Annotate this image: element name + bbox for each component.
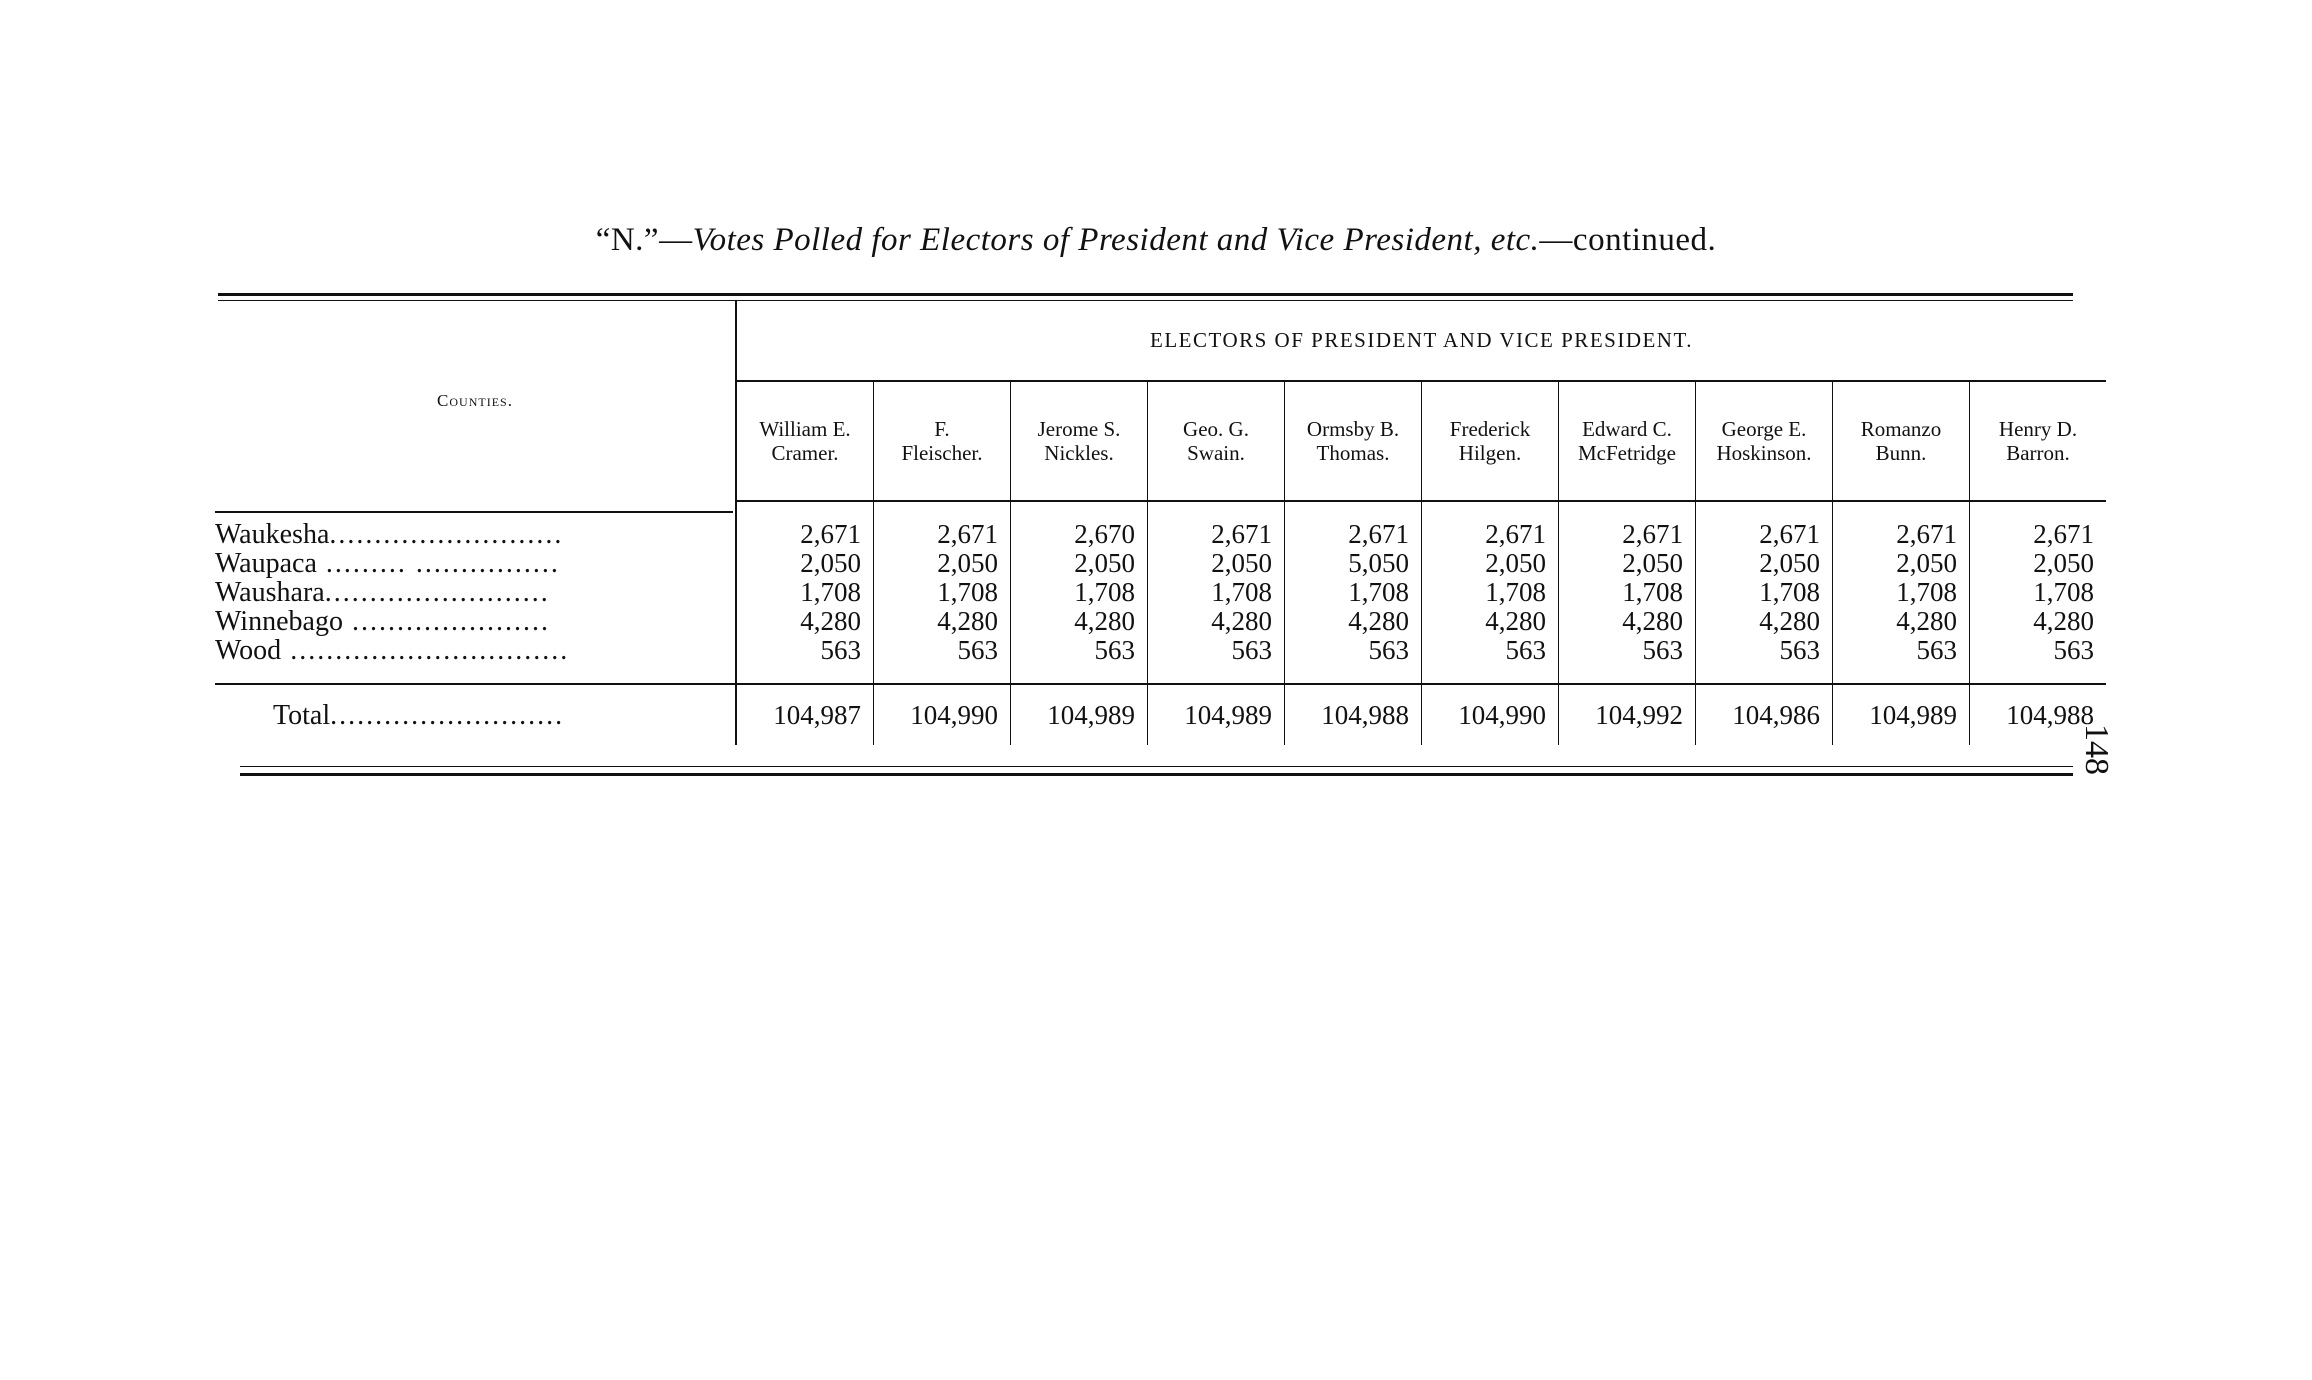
vote-cell: 2,671: [2033, 519, 2094, 549]
dot-leader: ..........................: [330, 699, 565, 731]
county-cell: [215, 520, 736, 549]
elector-header: [1833, 381, 1970, 501]
dot-leader: ......................: [342, 607, 550, 636]
vote-cell: 563: [1833, 636, 1970, 665]
vote-cell: 4,280: [736, 607, 874, 636]
vote-cell: 1,708: [874, 578, 1011, 607]
county-cell: [215, 578, 736, 607]
total-cell: 104,986: [1696, 684, 1833, 745]
elector-name-line2: Bunn.: [1875, 441, 1927, 465]
vote-cell: 4,280: [1696, 607, 1833, 636]
counties-header-rule: [215, 511, 733, 513]
title-prefix: “N.”—: [595, 222, 693, 258]
county-name: Waupaca: [215, 549, 317, 578]
county-cell: [215, 549, 736, 578]
vote-cell: 1,708: [2033, 577, 2094, 607]
vote-cell: 2,050: [1148, 549, 1285, 578]
vote-cell: 2,050: [874, 549, 1011, 578]
total-cell: 104,987: [736, 684, 874, 745]
title-suffix: —continued.: [1539, 222, 1717, 258]
elector-header: [1148, 381, 1285, 501]
elector-name-line2: McFetridge: [1578, 441, 1676, 465]
total-cell: 104,989: [1148, 684, 1285, 745]
elector-name-line2: Fleischer.: [901, 441, 983, 465]
vote-cell: 5,050: [1285, 549, 1422, 578]
vote-cell: 563: [2053, 635, 2094, 665]
elector-name-line1: F.: [934, 417, 950, 441]
dot-leader: ..........................: [329, 520, 564, 549]
elector-name-line2: Nickles.: [1044, 441, 1114, 465]
vote-cell: 1,708: [736, 578, 874, 607]
vote-cell: 2,671: [1833, 520, 1970, 549]
vote-cell: 4,280: [1148, 607, 1285, 636]
table-row: [215, 578, 2106, 607]
vote-cell: 2,050: [1696, 549, 1833, 578]
dot-leader: ......... ................: [316, 549, 560, 578]
elector-header: [1970, 381, 2107, 501]
vote-cell: 4,280: [2033, 606, 2094, 636]
vote-cell: 2,671: [736, 520, 874, 549]
elector-name-line2: Hilgen.: [1458, 441, 1522, 465]
dot-leader: ...............................: [281, 636, 570, 665]
elector-header: [736, 381, 874, 501]
total-row: [215, 684, 2106, 745]
vote-cell: 2,671: [1696, 520, 1833, 549]
elector-name-line1: William E.: [759, 417, 851, 441]
elector-name-line2: Thomas.: [1316, 441, 1390, 465]
vote-cell: 4,280: [874, 607, 1011, 636]
vote-cell: 4,280: [1011, 607, 1148, 636]
bottom-rule-thick: [240, 773, 2073, 776]
total-label: Total: [273, 699, 331, 731]
elector-name-line2: Cramer.: [771, 441, 839, 465]
vote-cell: 2,050: [2033, 548, 2094, 578]
vote-cell: 2,671: [1148, 520, 1285, 549]
vote-cell: 2,671: [1422, 520, 1559, 549]
total-cell: 104,988: [1970, 684, 2107, 745]
votes-table: [215, 300, 2106, 745]
counties-header: Counties.: [215, 300, 736, 501]
vote-cell: 1,708: [1833, 578, 1970, 607]
vote-cell: 4,280: [1422, 607, 1559, 636]
vote-cell: 2,050: [736, 549, 874, 578]
total-cell: 104,990: [874, 684, 1011, 745]
bottom-rule-thin: [240, 766, 2073, 767]
county-cell: [215, 636, 736, 665]
vote-cell: 1,708: [1011, 578, 1148, 607]
elector-name-line1: George E.: [1721, 417, 1807, 441]
county-name: Waukesha: [215, 520, 330, 549]
vote-cell: 563: [1148, 636, 1285, 665]
elector-header: [1011, 381, 1148, 501]
vote-cell: 2,671: [1559, 520, 1696, 549]
dot-leader: .........................: [324, 578, 550, 607]
vote-cell: 563: [1285, 636, 1422, 665]
vote-cell: 2,670: [1011, 520, 1148, 549]
elector-name-line1: Jerome S.: [1037, 417, 1121, 441]
vote-cell: 1,708: [1696, 578, 1833, 607]
vote-cell: 2,050: [1559, 549, 1696, 578]
county-cell: [215, 607, 736, 636]
page-title: [0, 222, 2312, 259]
vote-cell: 2,671: [1285, 520, 1422, 549]
page-number: 148: [2078, 724, 2115, 775]
vote-cell: 1,708: [1422, 578, 1559, 607]
elector-name-line1: Frederick: [1449, 417, 1531, 441]
total-cell: 104,992: [1559, 684, 1696, 745]
spacer-row: [215, 665, 2106, 684]
elector-name-line2: Barron.: [2006, 441, 2070, 465]
vote-cell: 563: [874, 636, 1011, 665]
vote-cell: 2,671: [874, 520, 1011, 549]
vote-cell: 563: [1011, 636, 1148, 665]
table-row: [215, 549, 2106, 578]
elector-header: [874, 381, 1011, 501]
vote-cell: 2,050: [1833, 549, 1970, 578]
county-name: Waushara: [215, 578, 325, 607]
vote-cell: 4,280: [1559, 607, 1696, 636]
electors-header: ELECTORS OF PRESIDENT AND VICE PRESIDENT.: [736, 300, 2106, 381]
county-name: Winnebago: [215, 607, 343, 636]
top-rule-thick: [218, 293, 2073, 296]
elector-name-line2: Swain.: [1187, 441, 1245, 465]
vote-cell: 2,050: [1422, 549, 1559, 578]
total-cell: 104,989: [1011, 684, 1148, 745]
table-row: [215, 607, 2106, 636]
vote-cell: 563: [736, 636, 874, 665]
elector-header: [1696, 381, 1833, 501]
total-cell: 104,990: [1422, 684, 1559, 745]
elector-name-line1: Ormsby B.: [1306, 417, 1400, 441]
vote-cell: 4,280: [1285, 607, 1422, 636]
elector-header: [1285, 381, 1422, 501]
vote-cell: 1,708: [1148, 578, 1285, 607]
vote-cell: 1,708: [1285, 578, 1422, 607]
table-row: [215, 520, 2106, 549]
elector-name-line1: Romanzo: [1860, 417, 1942, 441]
vote-cell: 1,708: [1559, 578, 1696, 607]
elector-name-line1: Edward C.: [1582, 417, 1672, 441]
vote-cell: 2,050: [1011, 549, 1148, 578]
total-cell: 104,989: [1833, 684, 1970, 745]
vote-cell: 563: [1696, 636, 1833, 665]
vote-cell: 563: [1559, 636, 1696, 665]
vote-cell: 563: [1422, 636, 1559, 665]
elector-header: [1422, 381, 1559, 501]
elector-name-line1: Geo. G.: [1183, 417, 1249, 441]
county-name: Wood: [215, 636, 282, 665]
elector-header: [1559, 381, 1696, 501]
elector-name-line1: Henry D.: [1998, 417, 2078, 441]
total-cell: 104,988: [1285, 684, 1422, 745]
total-label-cell: [215, 684, 736, 745]
title-italic: Votes Polled for Electors of President and Vice President, etc.: [692, 222, 1540, 258]
table-row: [215, 636, 2106, 665]
vote-cell: 4,280: [1833, 607, 1970, 636]
elector-name-line2: Hoskinson.: [1716, 441, 1812, 465]
